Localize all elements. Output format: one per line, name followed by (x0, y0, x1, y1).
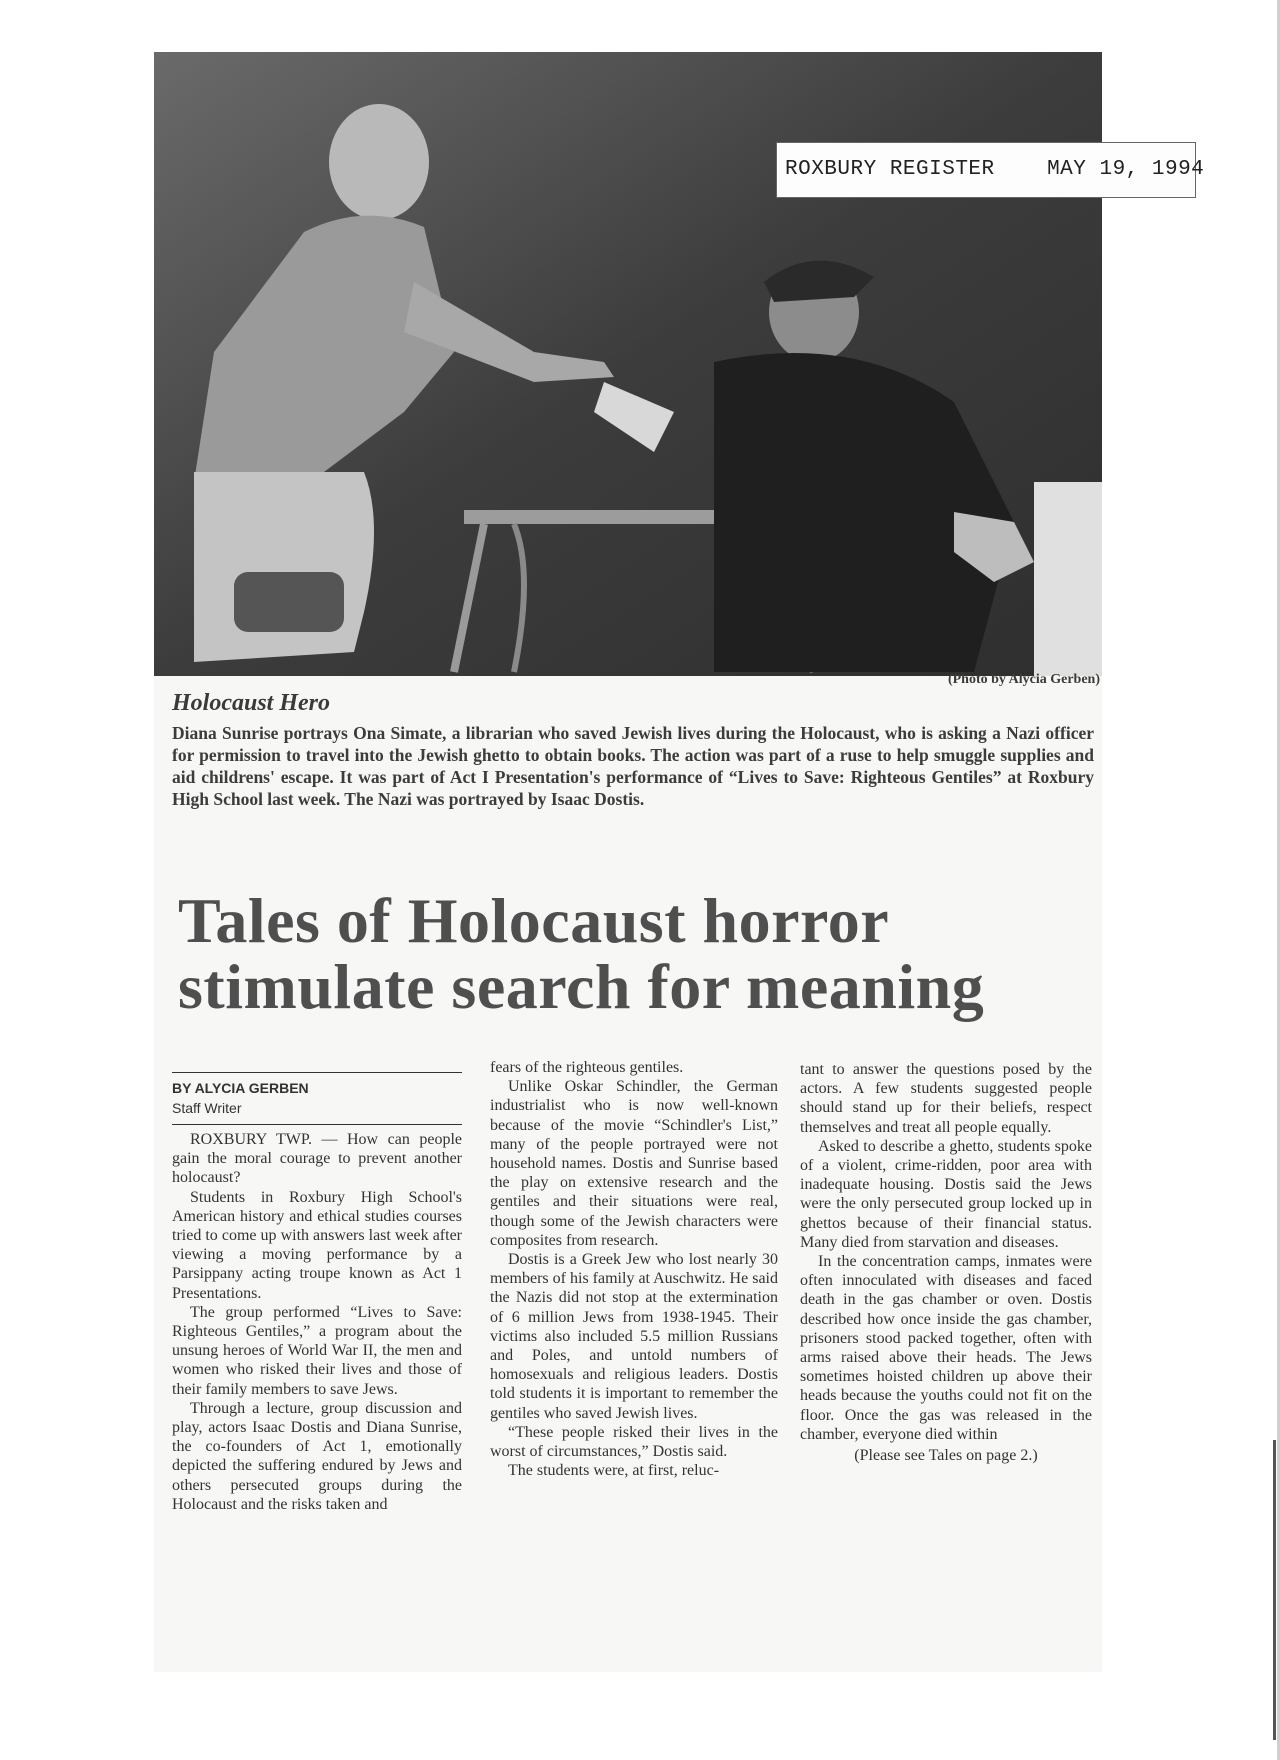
headline (178, 885, 1108, 1022)
paragraph: Through a lecture, group discussion and play, actors Isaac Dostis and Diana Sunrise, the co-founders of Act 1, emotionally depicted the suffering endured by Jews and others persecuted groups during the Holocaust and the risks taken and (172, 1399, 462, 1513)
page-edge-shadow (1273, 1440, 1276, 1740)
caption-title: Holocaust Hero (172, 690, 331, 716)
publication-date: MAY 19, 1994 (1047, 158, 1205, 181)
caption-body: Diana Sunrise portrays Ona Simate, a librarian who saved Jewish lives during the Holocaust, who is asking a Nazi officer for permission to travel into the Jewish ghetto to obtain books. The action was part of a ruse to help smuggle supplies and aid childrens' escape. It was part of Act I Presentation's performance of “Lives to Save: Righteous Gentiles” at Roxbury High School last week. The Nazi was portrayed by Isaac Dostis. (172, 723, 1094, 809)
stage-prop (1034, 482, 1102, 676)
paragraph: Unlike Oskar Schindler, the German industrialist who is now well-known because of the movie “Schindler's List,” many of the people portrayed were not household names. Dostis and Sunrise based the play on extensive research and the gentiles and their situations were real, though some of the Jewish characters were composites from research. (490, 1078, 778, 1249)
photo-credit: (Photo by Alycia Gerben) (947, 672, 1100, 687)
chair (194, 472, 374, 662)
headline-line-2: stimulate search for meaning (178, 951, 985, 1022)
paragraph: Asked to describe a ghetto, students spoke of a violent, crime-ridden, poor area with inadequate housing. Dostis said the Jews were the only persecuted group locked up in ghettos because of their financial status. Many died from starvation and diseases. (800, 1137, 1092, 1251)
publication-name: ROXBURY REGISTER (785, 158, 995, 181)
article-column-3 (800, 1060, 1092, 1465)
paragraph: tant to answer the questions posed by the actors. A few students suggested people should stand up for their beliefs, respect themselves and treat all people equally. (800, 1061, 1092, 1136)
publication-date-label (776, 142, 1205, 198)
byline-rule (172, 1072, 462, 1073)
paragraph: Students in Roxbury High School's American history and ethical studies courses tried to come up with answers last week after viewing a moving performance by a Parsippany acting troupe known as Act 1 Presentations. (172, 1188, 462, 1302)
paragraph: Dostis is a Greek Jew who lost nearly 30 members of his family at Auschwitz. He said the Nazis did not stop at the extermination of 6 million Jews from 1938-1945. Their victims also included 5.5 million Russians and Poles, and untold numbers of homosexuals and religious leaders. Dostis told students it is important to remember the gentiles who saved Jewish lives. (490, 1251, 778, 1422)
paragraph: “These people risked their lives in the worst of circumstances,” Dostis said. (490, 1423, 778, 1461)
paragraph: ROXBURY TWP. — How can people gain the moral courage to prevent another holocaust? (172, 1131, 462, 1187)
continued-notice: (Please see Tales on page 2.) (854, 1447, 1038, 1465)
paragraph: The students were, at first, reluc- (508, 1462, 720, 1480)
byline-author: BY ALYCIA GERBEN (172, 1080, 309, 1096)
chair-hole (234, 572, 344, 632)
paragraph: fears of the righteous gentiles. (490, 1059, 684, 1076)
byline-rule (172, 1124, 462, 1125)
paragraph: In the concentration camps, inmates were often innoculated with diseases and faced death in the gas chamber or oven. Dostis described how once inside the gas chamber, prisoners stood packed together, often with arms raised above their heads. The Jews sometimes hoisted children up above their heads because the youths could not fit on the floor. Once the gas was released in the chamber, everyone died within (800, 1253, 1092, 1443)
stage-photo (154, 52, 1205, 676)
article-column-2 (490, 1058, 778, 1480)
headline-line-1: Tales of Holocaust horror (178, 885, 890, 956)
article-column-1 (172, 1130, 462, 1514)
byline-title: Staff Writer (172, 1100, 242, 1116)
paragraph: The group performed “Lives to Save: Righteous Gentiles,” a program about the unsung heroes of World War II, the men and women who risked their lives and those of their family members to save Jews. (172, 1303, 462, 1398)
actress-head (329, 104, 429, 220)
